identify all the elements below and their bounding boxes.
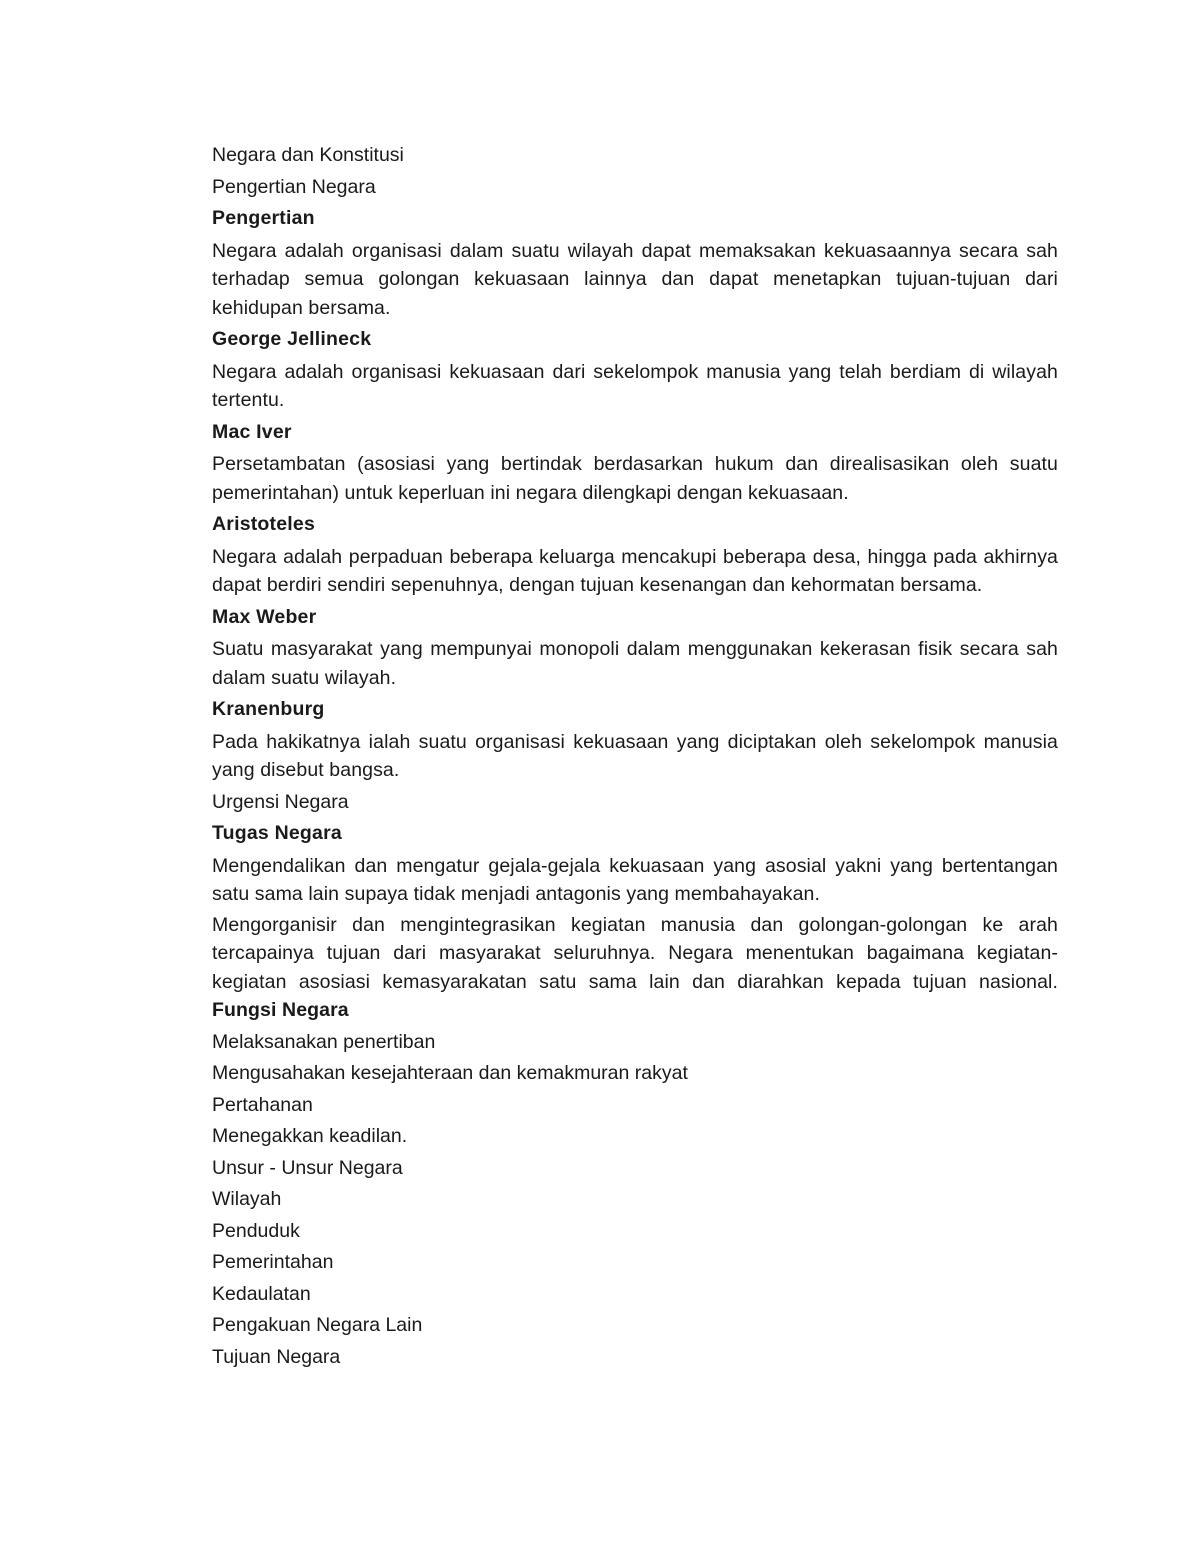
fungsi-item: Pertahanan [212,1093,313,1116]
unsur-item: Wilayah [212,1188,282,1210]
document-page [212,141,1058,1374]
section-title-unsur: Unsur - Unsur Negara [212,1156,403,1179]
unsur-item: Penduduk [212,1219,300,1242]
definition-heading-aristoteles: Aristoteles [212,513,315,535]
definition-heading-max-weber: Max Weber [212,605,317,628]
unsur-item: Pengakuan Negara Lain [212,1314,423,1336]
fungsi-item: Mengusahakan kesejahteraan dan kemakmuran rakyat [212,1062,688,1084]
tugas-paragraph-1: Mengendalikan dan mengatur gejala-gejala kekuasaan yang asosial yakni yang bertentangan satu sama lain supaya tidak menjadi antagonis yang membahayakan. [212,854,1058,905]
tugas-paragraph-2-text: Mengorganisir dan mengintegrasikan kegiatan manusia dan golongan-golongan ke arah tercapainya tujuan dari masyarakat seluruhnya. Negara menentukan bagaimana kegiatan-kegiatan asosiasi kemasyarakatan satu sama lain dan diarahkan kepada tujuan nasional. [212,913,1058,993]
definition-heading-pengertian: Pengertian [212,207,315,229]
definition-text-pengertian: Negara adalah organisasi dalam suatu wilayah dapat memaksakan kekuasaannya secara sah terhadap semua golongan kekuasaan lainnya dan dapat menetapkan tujuan-tujuan dari kehidupan bersama. [212,239,1058,319]
section-title-urgensi: Urgensi Negara [212,790,349,813]
tugas-paragraph-2 [212,911,1058,1025]
definition-text-jellineck: Negara adalah organisasi kekuasaan dari sekelompok manusia yang telah berdiam di wilayah tertentu. [212,360,1058,411]
definition-heading-mac-iver: Mac Iver [212,420,292,443]
section-title-tujuan: Tujuan Negara [212,1345,341,1368]
definition-text-aristoteles: Negara adalah perpaduan beberapa keluarga mencakupi beberapa desa, hingga pada akhirnya dapat berdiri sendiri sepenuhnya, dengan tujuan kesenangan dan kehormatan bersama. [212,545,1058,596]
definition-text-max-weber: Suatu masyarakat yang mempunyai monopoli dalam menggunakan kekerasan fisik secara sah dalam suatu wilayah. [212,638,1058,689]
fungsi-item: Menegakkan keadilan. [212,1125,408,1147]
document-title: Negara dan Konstitusi [212,144,404,166]
fungsi-item: Melaksanakan penertiban [212,1030,436,1053]
definition-text-kranenburg: Pada hakikatnya ialah suatu organisasi kekuasaan yang diciptakan oleh sekelompok manusia yang disebut bangsa. [212,730,1058,781]
definition-heading-kranenburg: Kranenburg [212,698,325,720]
unsur-item: Kedaulatan [212,1282,311,1305]
definition-text-mac-iver: Persetambatan (asosiasi yang bertindak berdasarkan hukum dan direalisasikan oleh suatu pemerintahan) untuk keperluan ini negara dilengkapi dengan kekuasaan. [212,453,1058,504]
section-title-pengertian-negara: Pengertian Negara [212,175,376,198]
tugas-negara-heading: Tugas Negara [212,822,342,844]
unsur-item: Pemerintahan [212,1251,334,1273]
definition-heading-jellineck: George Jellineck [212,328,372,350]
fungsi-negara-heading: Fungsi Negara [212,999,349,1021]
